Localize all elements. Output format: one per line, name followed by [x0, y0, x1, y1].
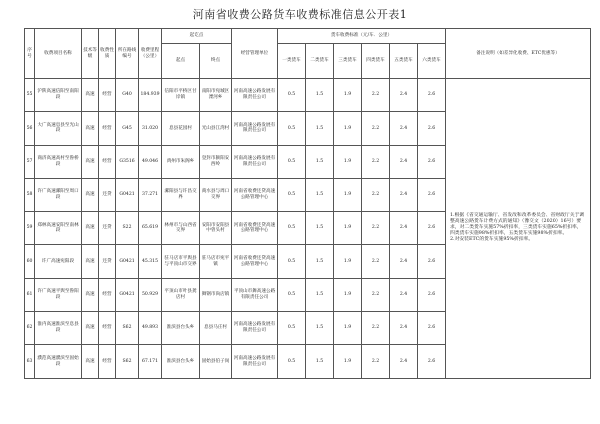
- cell-rate-class-6: 2.6: [418, 212, 446, 245]
- cell-rate-class-3: 1.9: [334, 245, 362, 278]
- header-class-5: 五类货车: [390, 44, 418, 79]
- cell-rate-class-3: 1.9: [334, 345, 362, 378]
- cell-rate-class-6: 2.6: [418, 345, 446, 378]
- cell-rate-class-2: 1.5: [306, 245, 334, 278]
- cell-tech-grade: 高速: [82, 112, 99, 145]
- remark-line: 2.对安装ETC的货车实施95%折扣率。: [450, 237, 534, 243]
- cell-rate-class-1: 0.5: [278, 345, 306, 378]
- cell-rate-class-5: 2.4: [390, 278, 418, 311]
- cell-end: 南阳市宛城区溧河乡: [200, 79, 232, 112]
- cell-start: 平顶山市叶县龚店村: [162, 278, 200, 311]
- cell-toll-type: 还贷: [99, 212, 116, 245]
- cell-seq: 56: [25, 112, 35, 145]
- header-toll-type: 收费性质: [99, 29, 116, 79]
- cell-rate-class-1: 0.5: [278, 178, 306, 211]
- cell-end: 驻马店市宛平镇: [200, 245, 232, 278]
- cell-end: 商水县与周口交界: [200, 178, 232, 211]
- cell-rate-class-6: 2.6: [418, 278, 446, 311]
- cell-road-name: 淮内高速淮滨至息县段: [35, 312, 82, 345]
- cell-rate-class-5: 2.4: [390, 178, 418, 211]
- cell-rate-class-2: 1.5: [306, 345, 334, 378]
- cell-manager: 河南高速公路发展有限责任公司: [232, 145, 278, 178]
- cell-rate-class-6: 2.6: [418, 145, 446, 178]
- cell-mileage: 37.271: [139, 178, 162, 211]
- cell-toll-type: 还贷: [99, 245, 116, 278]
- header-class-6: 六类货车: [418, 44, 446, 79]
- cell-toll-type: 经营: [99, 112, 116, 145]
- cell-rate-class-5: 2.4: [390, 212, 418, 245]
- cell-toll-type: 还贷: [99, 178, 116, 211]
- cell-route-no: G3516: [116, 145, 139, 178]
- cell-route-no: G0421: [116, 245, 139, 278]
- cell-route-no: S62: [116, 345, 139, 378]
- cell-route-no: G40: [116, 79, 139, 112]
- header-route-no: 所在路线编号: [116, 29, 139, 79]
- cell-manager: 河南省收费还贷高速公路管理中心: [232, 245, 278, 278]
- cell-tech-grade: 高速: [82, 145, 99, 178]
- cell-manager: 河南高速公路发展有限责任公司: [232, 345, 278, 378]
- cell-rate-class-3: 1.9: [334, 112, 362, 145]
- header-remark: 备注说明（如差异化收费、ETC优惠等）: [446, 29, 591, 79]
- cell-rate-class-5: 2.4: [390, 312, 418, 345]
- cell-rate-class-3: 1.9: [334, 145, 362, 178]
- cell-rate-class-2: 1.5: [306, 312, 334, 345]
- cell-rate-class-5: 2.4: [390, 245, 418, 278]
- cell-toll-type: 经营: [99, 312, 116, 345]
- cell-rate-class-1: 0.5: [278, 312, 306, 345]
- cell-rate-class-4: 2.2: [362, 79, 390, 112]
- page-title: 河南省收费公路货车收费标准信息公开表1: [192, 8, 408, 21]
- cell-road-name: 许广高速漯阳至周口段: [35, 178, 82, 211]
- cell-seq: 62: [25, 312, 35, 345]
- cell-rate-class-4: 2.2: [362, 345, 390, 378]
- cell-seq: 58: [25, 178, 35, 211]
- cell-rate-class-6: 2.6: [418, 245, 446, 278]
- cell-start: 信阳市平桥区甘岸镇: [162, 79, 200, 112]
- cell-route-no: G0421: [116, 178, 139, 211]
- cell-tech-grade: 高速: [82, 278, 99, 311]
- cell-mileage: 184.939: [139, 79, 162, 112]
- cell-road-name: 许广高速宛阳段: [35, 245, 82, 278]
- cell-rate-class-3: 1.9: [334, 178, 362, 211]
- cell-rate-class-2: 1.5: [306, 178, 334, 211]
- cell-end: 安阳市安阳县中曾头村: [200, 212, 232, 245]
- cell-rate-class-5: 2.4: [390, 345, 418, 378]
- cell-rate-class-4: 2.2: [362, 112, 390, 145]
- cell-rate-class-2: 1.5: [306, 145, 334, 178]
- cell-rate-class-5: 2.4: [390, 112, 418, 145]
- cell-mileage: 31.020: [139, 112, 162, 145]
- header-class-2: 二类货车: [306, 44, 334, 79]
- cell-rate-class-6: 2.6: [418, 79, 446, 112]
- cell-rate-class-4: 2.2: [362, 178, 390, 211]
- cell-rate-class-4: 2.2: [362, 145, 390, 178]
- cell-mileage: 50.929: [139, 278, 162, 311]
- cell-seq: 63: [25, 345, 35, 378]
- cell-road-name: 商济高速高村至鲁桥段: [35, 145, 82, 178]
- cell-manager: 河南省收费还贷高速公路管理中心: [232, 178, 278, 211]
- cell-end: 舞钢市尚店镇: [200, 278, 232, 311]
- cell-route-no: G45: [116, 112, 139, 145]
- cell-manager: 河南高速公路发展有限责任公司: [232, 112, 278, 145]
- cell-route-no: S62: [116, 312, 139, 345]
- cell-rate-class-2: 1.5: [306, 212, 334, 245]
- cell-rate-class-2: 1.5: [306, 278, 334, 311]
- header-road-name: 收费项目名称: [35, 29, 82, 79]
- cell-seq: 55: [25, 79, 35, 112]
- cell-end: 登封市颍阳安西岭: [200, 145, 232, 178]
- cell-rate-class-6: 2.6: [418, 112, 446, 145]
- cell-remark: [446, 79, 591, 379]
- header-endpoints: 起讫点: [162, 29, 232, 44]
- cell-rate-class-3: 1.9: [334, 312, 362, 345]
- cell-tech-grade: 高速: [82, 312, 99, 345]
- cell-toll-type: 经营: [99, 145, 116, 178]
- cell-road-name: 濮范高速濮滨至固始段: [35, 345, 82, 378]
- header-class-1: 一类货车: [278, 44, 306, 79]
- cell-road-name: 郑林高速安阳至南林段: [35, 212, 82, 245]
- cell-start: 淮滨县台头乡: [162, 312, 200, 345]
- header-end: 终点: [200, 44, 232, 79]
- cell-road-name: 大广高速息县至光山段: [35, 112, 82, 145]
- cell-rate-class-4: 2.2: [362, 312, 390, 345]
- cell-road-name: 许广高速平舆至鲁阳段: [35, 278, 82, 311]
- cell-manager: 河南省收费还贷高速公路管理中心: [232, 212, 278, 245]
- cell-route-no: S22: [116, 212, 139, 245]
- cell-manager: 河南高速公路发展有限责任公司: [232, 79, 278, 112]
- cell-tech-grade: 高速: [82, 345, 99, 378]
- cell-start: 禹州市朱阁乡: [162, 145, 200, 178]
- cell-rate-class-5: 2.4: [390, 145, 418, 178]
- cell-rate-class-2: 1.5: [306, 79, 334, 112]
- cell-rate-class-3: 1.9: [334, 79, 362, 112]
- cell-rate-class-6: 2.6: [418, 178, 446, 211]
- header-manager: 经营管理单位: [232, 29, 278, 79]
- cell-rate-class-4: 2.2: [362, 212, 390, 245]
- header-class-3: 三类货车: [334, 44, 362, 79]
- cell-rate-class-2: 1.5: [306, 112, 334, 145]
- toll-standard-table: [24, 28, 591, 379]
- cell-rate-class-5: 2.4: [390, 79, 418, 112]
- cell-rate-class-1: 0.5: [278, 245, 306, 278]
- cell-toll-type: 经营: [99, 79, 116, 112]
- table-row: [25, 79, 591, 112]
- cell-rate-class-1: 0.5: [278, 79, 306, 112]
- cell-manager: 平顶山市舞高速公路有限责任公司: [232, 278, 278, 311]
- cell-end: 光山县江湾村: [200, 112, 232, 145]
- header-start: 起点: [162, 44, 200, 79]
- cell-tech-grade: 高速: [82, 245, 99, 278]
- cell-seq: 60: [25, 245, 35, 278]
- cell-mileage: 49.046: [139, 145, 162, 178]
- cell-toll-type: 经营: [99, 345, 116, 378]
- cell-start: 息县花园村: [162, 112, 200, 145]
- cell-rate-class-4: 2.2: [362, 278, 390, 311]
- cell-rate-class-3: 1.9: [334, 278, 362, 311]
- cell-end: 息县马庄村: [200, 312, 232, 345]
- cell-seq: 59: [25, 212, 35, 245]
- cell-start: 驻马店市平舆县与平顶山市交界: [162, 245, 200, 278]
- cell-route-no: G0421: [116, 278, 139, 311]
- header-tech-grade: 技术等级: [82, 29, 99, 79]
- cell-start: 林州市与山西省交界: [162, 212, 200, 245]
- cell-rate-class-6: 2.6: [418, 312, 446, 345]
- cell-start: 淮滨县台头乡: [162, 345, 200, 378]
- cell-seq: 57: [25, 145, 35, 178]
- cell-end: 固始县伯子岗: [200, 345, 232, 378]
- cell-toll-type: 经营: [99, 278, 116, 311]
- cell-mileage: 49.893: [139, 312, 162, 345]
- cell-rate-class-1: 0.5: [278, 212, 306, 245]
- cell-seq: 61: [25, 278, 35, 311]
- header-mileage: 收费里程（公里）: [139, 29, 162, 79]
- header-class-4: 四类货车: [362, 44, 390, 79]
- cell-tech-grade: 高速: [82, 79, 99, 112]
- cell-mileage: 67.171: [139, 345, 162, 378]
- cell-mileage: 45.315: [139, 245, 162, 278]
- cell-rate-class-4: 2.2: [362, 245, 390, 278]
- header-rate-group: 货车收费标准（元/车．公里）: [278, 29, 446, 44]
- header-seq: 序号: [25, 29, 35, 79]
- cell-rate-class-3: 1.9: [334, 212, 362, 245]
- cell-start: 漯阳县与许昌交界: [162, 178, 200, 211]
- cell-tech-grade: 高速: [82, 212, 99, 245]
- cell-rate-class-1: 0.5: [278, 112, 306, 145]
- cell-manager: 河南高速公路发展有限责任公司: [232, 312, 278, 345]
- cell-rate-class-1: 0.5: [278, 145, 306, 178]
- cell-rate-class-1: 0.5: [278, 278, 306, 311]
- remark-line: 1.根据《省交通运输厅、省发改和改革委员会、省财政厅关于调整高速公路货车计费方式的通知》（豫交文（2020）16号）要求，对二类货车实施57%折扣率，三类货车实施65%折扣率，四类货车实施98%折扣率，五类货车实施98%折扣率。: [450, 213, 585, 237]
- cell-mileage: 65.619: [139, 212, 162, 245]
- cell-road-name: 沪陕高速信阳至南阳段: [35, 79, 82, 112]
- cell-tech-grade: 高速: [82, 178, 99, 211]
